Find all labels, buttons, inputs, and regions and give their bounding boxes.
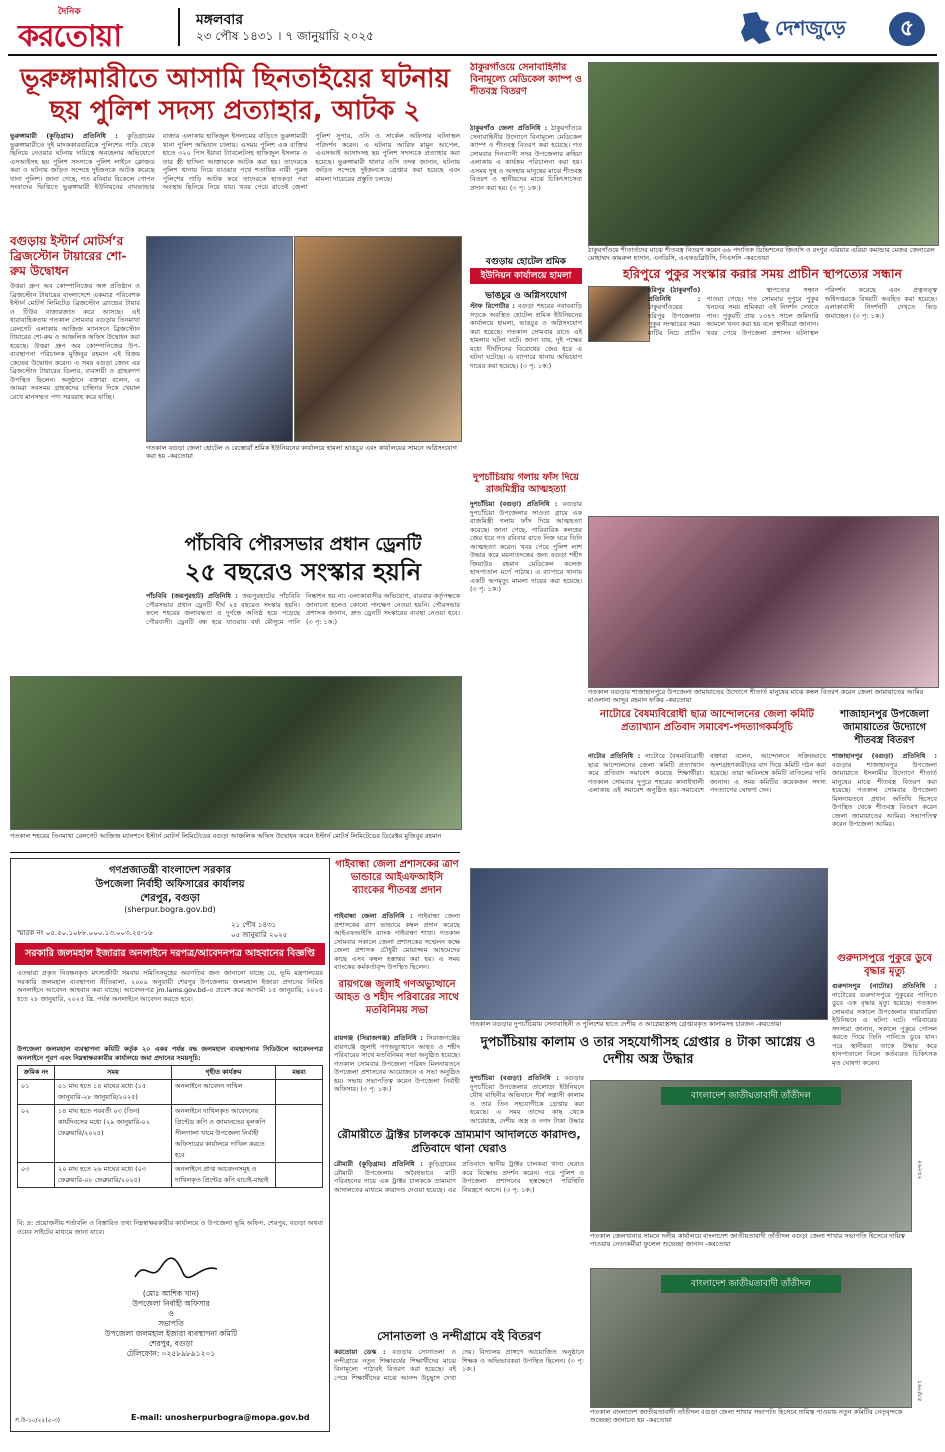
eastern-body: উত্তরা গ্রুপ অব কোম্পানিজের অঙ্গ প্রতিষ্ঠান ও ব্রিজস্টোন টায়ারের বাংলাদেশে একমাত্র পরিবেশক ইস্টার্ন মোটর্স লিমিটেড ব্রিজস্টোন ব্র্যান্ডের টায়ার ও টিউব বাজারজাত করে আসছে। এই ধারাবাহিকতায় গতকাল সোমবার বগুড়ায় তিনমাথা রেলগেট এলাকায় আজিজ ম্যানসনে ব্রিজস্টোন টায়ারের শো-রুম ও আঞ্চলিক অফিস উদ্বোধন করা হয়েছে। উত্তরা গ্রুপ অব কোম্পানিজের উপ-ব্যবস্থাপনা পরিচালক মুজিবুর রহমান এই বিক্রয় কেন্দ্রের উদ্বোধন করেন। এ সময় বগুড়া জোন এর ব্রিজস্টোন টায়ারের ডিলার, ব্যবসায়ী ও গ্রাহকগণ উপস্থিত ছিলেন। অনুষ্ঠানে বক্তারা বলেন, এ আমরা সবসময় গ্রাহকদের চাহিদার দিকে খেয়াল রেখে মানসম্মত পণ্য সরবরাহ করে যাচ্ছি।: [10, 282, 140, 401]
table-cell: ০৩: [18, 1163, 55, 1188]
jamaat-caption: গতকাল বগুড়ার শাজাহানপুরে উপজেলা জামায়াতের উদ্যোগে শীতার্ত মানুষের মাঝে কম্বল বিতরণ করেন জেলা জামায়াতের আমির মাওলানা আব্দুর রহমান ফকির -করতোয়া: [588, 688, 924, 704]
panchbibi-body-text: জয়পুরহাটের পাঁচবিবি পৌরসভার প্রধান ড্রেনটি দীর্ঘ ২৫ বছরেও সংস্কার হয়নি। ফলে শহরের জলাবদ্ধতা ও দুর্গন্ধে অতিষ্ঠ হয়ে পড়েছে পৌরবাসী। ড্রেনটি বন্ধ হয়ে যাওয়ায় বর্ষা মৌসুমে পানি নিষ্কাশন হয় না। এলাকাবাসীর অভিযোগ, বারবার কর্তৃপক্ষকে জানানো হলেও কোনো পদক্ষেপ নেওয়া হয়নি। পৌরসভার প্রশাসক জানান, দ্রুত ড্রেনটি সংস্কারের ব্যবস্থা নেওয়া হবে।: [146, 592, 460, 626]
thakurgaon-body-text: ঠাকুরগাঁওয়ে সেনাবাহিনীর উদ্যোগে বিনামূল্যে মেডিকেল ক্যাম্প ও শীতবস্ত্র বিতরণ করা হয়েছে। গত সোমবার দিনব্যাপী সদর উপজেলার রুহিয়া এলাকায় এ কার্যক্রম পরিচালনা করা হয়। এসময় দুস্থ ও অসহায় মানুষের মাঝে শীতবস্ত্র বিতরণ ও স্থানীয়দের মাঝে চিকিৎসাসেবা প্রদান করা হয়।: [470, 124, 582, 192]
hotel-byline: স্টাফ রিপোর্টার :: [470, 302, 515, 310]
natore-body-text: নাটোরে বৈষম্যবিরোধী ছাত্র আন্দোলনের জেলা কমিটি প্রত্যাখ্যান করে প্রতিবাদ সমাবেশ করেছে শিক্ষার্থীরা। গতকাল সোমবার দুপুরে শহরের কানাইখালী এলাকায় এই সমাবেশ অনুষ্ঠিত হয়। সমাবেশে বক্তারা বলেন, আন্দোলনে সক্রিয়ভাবে অংশগ্রহণকারীদের বাদ দিয়ে কমিটি গঠন করা হয়েছে। তারা অবিলম্বে কমিটি বাতিলের দাবি জানান। এ সময় কমিটির কয়েকজন সদস্য পদত্যাগের ঘোষণা দেন।: [588, 752, 826, 794]
tanti-caption-1: গতকাল জেলখানার সামনে দলীয় কার্যালয়ে বাংলাদেশ জাতীয়তাবাদী তাঁতীদল বগুড়া জেলা শাখার সভাপতি হিসেবে দায়িত্ব পাওয়ায় নেতাকর্মীরা ফুলেল শুভেচ্ছা জানান -করতোয়া: [590, 1232, 905, 1248]
table-cell: [276, 1163, 323, 1188]
notice-schedule: [17, 1065, 323, 1188]
sig-block: [71, 1289, 271, 1359]
suicide-body: [470, 500, 582, 668]
kalam-body-text: বগুড়ার দুপচাঁচিয়া উপজেলার তালোড়া ইউনিয়নে যৌথ বাহিনীর অভিযানে শীর্ষ সন্ত্রাসী কালাম ও তার তিন সহযোগীকে গ্রেপ্তার করা হয়েছে। এ সময় তাদের কাছ থেকে আগ্নেয়াস্ত্র, দেশীয় অস্ত্র ও নগদ টাকা উদ্ধার: [470, 1074, 584, 1124]
rayganj-byline: রায়গঞ্জ (সিরাজগঞ্জ) প্রতিনিধি :: [334, 1034, 423, 1042]
table-row: [18, 1163, 323, 1188]
table-cell: [276, 1105, 323, 1163]
books-headline: সোনাতলা ও নন্দীগ্রামে বই বিতরণ: [377, 1329, 541, 1343]
schedule-table: [17, 1065, 323, 1188]
section-title: দেশজুড়ে: [775, 16, 846, 40]
natore-headline: নাটোরে বৈষম্যবিরোধী ছাত্র আন্দোলনের জেলা কমিটি প্রত্যাখ্যান প্রতিবাদ সমাবেশ-পদত্যাগকর্মসূচি: [600, 709, 814, 733]
rayganj-body: [334, 1034, 460, 1124]
suicide-body-text: বগুড়ার দুপচাঁচিয়া উপজেলার সাওতা গ্রামে এক রাজমিস্ত্রী গলায় ফাঁস দিয়ে আত্মহত্যা করেছে। জানা গেছে, পারিবারিক কলহের জের ধরে গত রবিবার রাতে নিজ ঘরে তিনি আত্মহত্যা করেন। খবর পেয়ে পুলিশ লাশ উদ্ধার করে ময়নাতদন্তের জন্য বগুড়া শহীদ জিয়াউর রহমান মেডিকেল কলেজ হাসপাতাল মর্গে পাঠায়। এ ব্যাপারে থানায় একটি অপমৃত্যু মামলা দায়ের করা হয়েছে।: [470, 500, 582, 585]
lead-body: [10, 132, 460, 230]
eastern-headline: বগুড়ায় ইস্টার্ন মোটর্স’র ব্রিজস্টোন টায়ারের শো-রুম উদ্বোধন: [10, 234, 127, 278]
books-body-text: বগুড়ার সোনাতলা ও নন্দীগ্রামে নতুন শিক্ষাবর্ষের শিক্ষার্থীদের মাঝে বিনামূল্যে পাঠ্যবই বিতরণ করা হয়েছে। বই পেয়ে শিক্ষার্থীদের মাঝে আনন্দ উচ্ছ্বাস দেখা দেয়। বিদ্যালয় প্রাঙ্গণে আয়োজিত অনুষ্ঠানে শিক্ষক ও অভিভাবকরা উপস্থিত ছিলেন।: [334, 1348, 584, 1382]
logo: [10, 4, 170, 54]
table-cell: ১৪ মাঘ হতে পরবর্তী ০৩ (তিন) কার্যদিবসের মধ্যে (২৯ জানুয়ারি-০২ ফেব্রুয়ারি/২০২৫): [55, 1105, 172, 1163]
tanti-banner-1: [661, 1087, 841, 1105]
section-tab: [735, 10, 933, 48]
gurudaspur-headline: গুরুদাসপুরে পুকুরে ডুবে বৃদ্ধার মৃত্যু: [837, 953, 932, 977]
haripur-headline: হরিপুরে পুকুর সংস্কার করার সময় প্রাচীন স্থাপত্যের সন্ধান: [622, 266, 903, 281]
schedule-col-header: ক্রমিক নং: [18, 1066, 55, 1080]
table-cell: অনলাইনে আবেদন দাখিল: [172, 1080, 276, 1105]
kalam-headline: দুপচাঁচিয়ায় কালাম ও তার সহযোগীসহ গ্রেপ্তার ৪ টাকা আগ্নেয় ও দেশীয় অস্ত্র উদ্ধার: [480, 1035, 816, 1067]
masthead-divider: [178, 8, 180, 46]
gurudaspur-body-text: নাটোরের গুরুদাসপুরে পুকুরের পানিতে ডুবে এক বৃদ্ধার মৃত্যু হয়েছে। গতকাল সোমবার সকালে উপজেলার ধারাবারিষা ইউনিয়নে এ ঘটনা ঘটে। পরিবারের সদস্যরা জানান, সকালে পুকুরে গোসল করতে গিয়ে তিনি পানিতে ডুবে যান। পরে স্থানীয়রা তাকে উদ্ধার করে হাসপাতালে নিলে কর্তব্যরত চিকিৎসক মৃত ঘোষণা করেন।: [832, 990, 937, 1067]
roumari-byline: রৌমারী (কুড়িগ্রাম) প্রতিনিধি :: [334, 1160, 423, 1168]
ad-code: স.উ-১০/২৫(৫-৩): [15, 1417, 60, 1424]
schedule-col-header: মন্তব্য: [276, 1066, 323, 1080]
schedule-col-header: সময়: [55, 1066, 172, 1080]
lead-headline-1: ভূরুঙ্গামারীতে আসামি ছিনতাইয়ের ঘটনায়: [20, 64, 450, 94]
notice-place: শেরপুর, বগুড়া: [140, 893, 200, 904]
thakurgaon-cont: (৩ পৃ: ১ক:): [509, 183, 541, 192]
notice-para: এতদ্বারা প্রকৃত নিবন্ধনকৃত মৎস্যজীবী সমবায় সমিতিসমূহের অবগতির জন্য জানানো যাচ্ছে যে, ভূমি মন্ত্রণালয়ের সরকারি জলমহাল ব্যবস্থাপনা নীতিমালা, ২০০৯ অনুযায়ী শেরপুর উপজেলায় জলমহাল ইজারা প্রদানের নিমিত্ত অনলাইনে আবেদন আহবান করা যাচ্ছে। আবেদনপত্র jm.lams.gov.bd-এ প্রবেশ করে আগামী ১৫ জানুয়ারি, ২০২৫ হতে ২৮ জানুয়ারি, ২০২৫ খ্রি. পর্যন্ত অনলাইনে আবেদন করতে হবে।: [17, 969, 323, 1003]
kalam-story-body: [470, 1074, 584, 1124]
lead-byline: ভুরুঙ্গামারী (কুড়িগ্রাম) প্রতিনিধি :: [10, 132, 118, 140]
tanti-banner-2: [661, 1275, 841, 1293]
bangladesh-map-icon: [735, 10, 775, 48]
panchbibi-byline: পাঁচবিবি (জয়পুরহাট) প্রতিনিধি :: [146, 592, 239, 600]
table-cell: [276, 1080, 323, 1105]
tanti-photo-1: [590, 1080, 912, 1232]
notice-sched-title: উপজেলা জলমহাল ব্যবস্থাপনা কমিটি কর্তৃক ২০ একর পর্যন্ত বদ্ধ জলমহাল ব্যবস্থাপনার সিডিউলে আবেদনপত্র অনলাইনে পূরণ এবং নিম্নস্বাক্ষরকারীর কার্যালয়ে জমা প্রদানের সময়সূচি:: [17, 1045, 323, 1062]
hotel-photo-1: [146, 236, 293, 442]
schedule-col-header: গৃহীত কার্যক্রম: [172, 1066, 276, 1080]
gaibandha-body: [334, 912, 460, 974]
arms-caption: গতকাল বগুড়ার দুপচাঁচিয়ায় সেনাবাহিনী ও পুলিশের হাতে দেশীয় ও আগ্নেয়াস্ত্রসহ গ্রেপ্তারকৃত কালামসহ চারজন -করতোয়া: [470, 1020, 782, 1028]
signature-image: [131, 1255, 221, 1285]
sig-place: শেরপুর, বগুড়া: [149, 1339, 193, 1348]
notice-govt: গণপ্রজাতন্ত্রী বাংলাদেশ সরকার: [109, 865, 231, 876]
sig-title: উপজেলা নির্বাহী অফিসার: [132, 1299, 210, 1308]
masthead-rule: [8, 54, 937, 56]
table-cell: ০২: [18, 1105, 55, 1163]
side-code-1: ২৬২৪২: [916, 1160, 923, 1180]
thakurgaon-byline: ঠাকুরগাঁও জেলা প্রতিনিধি :: [470, 124, 548, 132]
hotel-caption: গতকাল বগুড়া জেলা হোটেল ও রেস্তোরাঁ শ্রমিক ইউনিয়নের কার্যালয়ে হামলা ভাঙচুর এবং কার্যালয়ের সামনে অগ্নিসংযোগ করা হয় -করতোয়া: [146, 444, 457, 460]
sig-committee: উপজেলা জলমহাল ইজারা ব্যবস্থাপনা কমিটি: [104, 1329, 238, 1338]
side-code-2: ১৬০/৮৫: [916, 1380, 923, 1402]
thakurgaon-caption: ঠাকুরগাঁওয়ে শীতার্তদের মাঝে শীতবস্ত্র বিতরণ করেন ৬৬ পদাতিক ডিভিশনের জিওসি ও রংপুর এরিয়ার এরিয়া কমান্ডার মেজর জেনারেল মোহাম্মদ কামরুল হাসান, এনডিসি, এএফডব্লিউসি, পিএসসি -করতোয়া: [588, 246, 935, 262]
table-cell: ০১: [18, 1080, 55, 1105]
panchbibi-body: [146, 592, 460, 672]
jamaat-photo: [588, 516, 939, 688]
govt-notice: [10, 858, 330, 1432]
arms-photo-wide: [470, 868, 828, 1020]
lead-body-text: কুড়িগ্রামের ভুরুঙ্গামারীতে দুই মাদককারবারিকে পুলিশের গাড়ি থেকে ছিনিয়ে নেওয়ার ঘটনায় দায়িত্বে অবহেলার অভিযোগে এসআইসহ ছয় পুলিশ সদস্যকে পুলিশ লাইনে ক্লোজড করা ও ঘটনায় জড়িত সন্দেহে দুইজনকে আটক করেছে থানা পুলিশ। জানা গেছে, গত রবিবার বিকেলে গোপন সংবাদের ভিত্তিতে ভুরুঙ্গামারী ইউনিয়নের বাঘভান্ডার বাজার এলাকায় হাফিজুল ইসলামের বাড়িতে ভুরুঙ্গামারী থানা পুলিশ অভিযান চালায়। এসময় পুলিশ এক ব্যক্তির হাতে ৩২০ পিস ইয়াবা ট্যাবলেটসহ হাফিজুল ইসলাম ও তার স্ত্রী হাসিনা আক্তারকে আটক করা হয়। তাদেরকে পুলিশ থানায় নিয়ে যাওয়ার পথে শতাধিক নারী পুরুষ পুলিশের গাড়ি আটক করে তাদেরকে হাতকড়া পরা অবস্থায় ছিনিয়ে নিয়ে যায়। খবর পেয়ে রাতেই জেলা পুলিশ সুপার, ওসি ও সার্কেল অফিসার ঘটনাস্থল পরিদর্শন করেন। এ ঘটনায় আরিফ মামুন আপেল, এএসআই আসাদসহ ছয় পুলিশ সদস্যকে প্রত্যাহার করা হয়েছে। ভুরুঙ্গামারী থানার ওসি তদন্ত জানান, ঘটনায় জড়িত সন্দেহে দুইজনকে গ্রেপ্তার করা হয়েছে এবং মামলা দায়েরের প্রস্তুতি চলছে।: [10, 132, 460, 191]
table-cell: অনলাইনে দাখিলকৃত আবেদনের প্রিন্টেড কপি ও জামানতের মূলকপি সীলগালা খামে উপজেলা নির্বাহী অফিসারের কার্যালয়ে দাখিল করতে হবে: [172, 1105, 276, 1163]
roumari-headline: রৌমারীতে ট্রাক্টর চালককে ভ্রাম্যমাণ আদালতে কারাদণ্ড, প্রতিবাদে থানা ঘেরাও: [337, 1128, 581, 1155]
books-byline: করতোয়া ডেস্ক :: [334, 1348, 386, 1356]
kalam-byline: দুপচাঁচিয়া (বগুড়া) প্রতিনিধি :: [470, 1074, 559, 1082]
suicide-headline: দুপচাঁচিয়ায় গলায় ফাঁস দিয়ে রাজমিস্ত্রীর আত্মহত্যা: [473, 472, 579, 495]
page-number: ৫: [899, 16, 915, 41]
rayganj-body-text: সিরাজগঞ্জের রায়গঞ্জে জুলাই গণঅভ্যুত্থানে আহত ও শহীদ পরিবারের সাথে মতবিনিময় সভা অনুষ্ঠিত হয়েছে। গতকাল সোমবার উপজেলা পরিষদ মিলনায়তনে উপজেলা প্রশাসনের আয়োজনে এ সভা অনুষ্ঠিত হয়। সভায় সভাপতিত্ব করেন উপজেলা নির্বাহী অফিসার।: [334, 1034, 460, 1093]
logo-main-text: করতোয়া: [18, 19, 122, 54]
masthead-day: মঙ্গলবার: [196, 12, 244, 28]
sig-name: (মোঃ আশিক খান): [142, 1289, 200, 1298]
hotel-kicker: বগুড়ায় হোটেল শ্রমিক: [485, 257, 567, 267]
books-cont: (৩ পৃ: ১ক:): [462, 1356, 584, 1373]
schedule-header-row: [18, 1066, 323, 1080]
haripur-byline: হরিপুর (ঠাকুরগাঁও) প্রতিনিধি :: [648, 286, 701, 303]
haripur-body: [588, 286, 937, 514]
logo-small-text: দৈনিক: [58, 7, 81, 17]
tanti-caption-2: গতকাল বাংলাদেশ জাতীয়তাবাদী তাঁতীদল বগুড়া জেলা শাখার সভাপতি হিসেবে দায়িত্ব পাওয়ায় নতুন কমিটির নেতৃবৃন্দকে শুভেচ্ছা জানানো হয় -করতোয়া: [590, 1408, 903, 1424]
gurudaspur-byline: গুরুদাসপুর (নাটোর) প্রতিনিধি :: [832, 982, 937, 990]
thakurgaon-headline: ঠাকুরগাঁওয়ে সেনাবাহিনীর বিনামূল্যে মেডিকেল ক্যাম্প ও শীতবস্ত্র বিতরণ: [470, 62, 582, 97]
notice-note: বি: দ্র: প্রয়োজনীয় শর্তাবলি ও বিস্তারিত তথ্য নিম্নস্বাক্ষরকারীর কার্যালয়ে ও উপজেলা ভূমি অফিস, শেরপুর, বগুড়া অথবা ওয়েব সাইটের মাধ্যমে জানা যাবে।: [17, 1219, 323, 1236]
hotel-photo-2: [294, 236, 462, 442]
hotel-sub: ভাঙচুর ও অগ্নিসংযোগ: [485, 291, 567, 301]
masthead-date: ২৩ পৌষ ১৪৩১ । ৭ জানুয়ারি ২০২৫: [196, 29, 374, 43]
tanti-banner-text: বাংলাদেশ জাতীয়তাবাদী তাঁতীদল: [691, 1091, 811, 1101]
eastern-photo: [10, 676, 462, 830]
rayganj-cont: (৩ পৃ: ১ক:): [360, 1085, 392, 1093]
gurudaspur-body: [832, 982, 937, 1070]
hotel-cont: (৩ পৃ: ১ক:): [520, 361, 552, 370]
lead-headline-2: ছয় পুলিশ সদস্য প্রত্যাহার, আটক ২: [49, 96, 421, 126]
tanti-photo-2: [590, 1268, 912, 1408]
books-body: [334, 1348, 584, 1438]
panchbibi-cont: (৩ পৃ: ১ক:): [306, 617, 337, 626]
panchbibi-headline-1: পাঁচবিবি পৌরসভার প্রধান ড্রেনটি: [184, 534, 422, 555]
haripur-body-text: ঠাকুরগাঁওয়ের হরিপুর উপজেলায় পুকুর সংস্কারের সময় মাটির নিচে প্রাচীন স্থাপত্যের সন্ধান পাওয়া গেছে। গত সোমবার দুপুরে পুকুর খননের সময় শ্রমিকরা এই নিদর্শন দেখতে পান। পুকুরটি প্রায় ১৩৪৭ সালে জমিদারি আমলে খনন করা হয় বলে স্থানীয়রা জানান। খবর পেয়ে উপজেলা প্রশাসন ঘটনাস্থল পরিদর্শন করেছে এবং প্রত্নতত্ত্ব অধিদপ্তরকে বিষয়টি অবহিত করা হয়েছে। এলাকাবাসী নিদর্শনটি দেখতে ভিড় জমাচ্ছেন।: [648, 286, 937, 337]
notice-date-bn: ২১ পৌষ ১৪৩১: [231, 921, 277, 929]
jamaat-body-text: বগুড়ার শাজাহানপুর উপজেলা জামায়াতে ইসলামীর উদ্যোগে শীতার্ত মানুষের মাঝে শীতবস্ত্র বিতরণ করা হয়েছে। গতকাল সোমবার উপজেলা মিলনায়তনে প্রধান অতিথি হিসেবে উপস্থিত থেকে শীতবস্ত্র বিতরণ করেন জেলা জামায়াতের আমির। সভাপতিত্ব করেন উপজেলা আমির।: [832, 760, 937, 828]
sig-phone: টেলিফোন: ০২৫৮৯৮৯১২০১: [126, 1349, 216, 1358]
eastern-caption: গতকাল শহরের তিনমাথা রেলগেট আজিজ ম্যানশনে ইস্টার্ন মোটর্স লিমিটেডের বগুড়া আঞ্চলিক অফিস উদ্বোধন করেন ইস্টার্ন মোটর্স লিমিটেডের ডিরেক্টর মুজিবুর রহমান: [10, 832, 442, 840]
notice-memo: স্মারক নং ০৫.৫০.১০৮৮.০০০.১৩.০০৩.২৫-১৬: [17, 929, 153, 937]
table-row: [18, 1080, 323, 1105]
sig-and: ও: [168, 1309, 174, 1318]
masthead: [0, 0, 945, 56]
haripur-cont: (৩ পৃ: ১ক:): [853, 311, 885, 320]
hotel-headline: ইউনিয়ন কার্যালয়ে হামলা: [470, 268, 582, 284]
notice-email: E-mail: unosherpurbogra@mopa.gov.bd: [131, 1413, 310, 1422]
hotel-body: [470, 302, 582, 466]
roumari-body-text: কুড়িগ্রামের রৌমারী উপজেলায় অবৈধভাবে মাটি পরিবহনের দায়ে এক ট্রাক্টর চালককে ভ্রাম্যমাণ আদালতের মাধ্যমে কারাদণ্ড দেওয়া হয়েছে। এর প্রতিবাদে স্থানীয় ট্রাক্টর চালকরা থানা ঘেরাও করে বিক্ষোভ প্রদর্শন করেন। পরে পুলিশ ও উপজেলা প্রশাসনের হস্তক্ষেপে পরিস্থিতি নিয়ন্ত্রণে আসে।: [334, 1160, 584, 1194]
notice-date-en: ০৫ জানুয়ারি ২০২৫: [231, 931, 288, 939]
gaibandha-body-text: গাইবান্ধা জেলা প্রশাসকের ত্রাণ ভান্ডারে কম্বল প্রদান করেছে আইএফআইসি ব্যাংক গাইবান্ধা শাখা। গতকাল সোমবার সকালে জেলা প্রশাসকের সম্মেলন কক্ষে জেলা প্রশাসক চৌধুরী মোয়াজ্জম আহমেদের কাছে এসব কম্বল হস্তান্তর করা হয়। এ সময় ব্যাংকের কর্মকর্তাবৃন্দ উপস্থিত ছিলেন।: [334, 912, 460, 971]
jamaat-byline: শাজাহানপুর (বগুড়া) প্রতিনিধি :: [832, 752, 937, 760]
thakurgaon-photo: [588, 62, 939, 246]
suicide-byline: দুপচাঁচিয়া (বগুড়া) প্রতিনিধি :: [470, 500, 558, 508]
roumari-body: [334, 1160, 584, 1324]
natore-body: [588, 752, 826, 864]
thakurgaon-body: [470, 124, 582, 250]
gaibandha-byline: গাইবান্ধা জেলা প্রতিনিধি :: [334, 912, 413, 920]
rule-left-1: [10, 852, 460, 853]
tanti-banner-text: বাংলাদেশ জাতীয়তাবাদী তাঁতীদল: [691, 1279, 811, 1289]
notice-web: (sherpur.bogra.gov.bd): [124, 905, 216, 914]
natore-byline: নাটোর প্রতিনিধি :: [588, 752, 641, 760]
notice-band: সরকারি জলমহাল ইজারার অনলাইনে দরপত্র/আবেদনপত্র আহবানের বিজ্ঞপ্তি: [15, 943, 325, 965]
jamaat-body: [832, 752, 937, 948]
table-cell: অনলাইনে প্রাপ্ত আবেদনসমূহ ও দাখিলকৃত প্রিন্টেড কপি যাচাই-বাছাই: [172, 1163, 276, 1188]
table-cell: ২০ মাঘ হতে ২৬ মাঘের মধ্যে (০৩ ফেব্রুয়ারি-০৮ ফেব্রুয়ারি/২০২৫): [55, 1163, 172, 1188]
sig-role: সভাপতি: [158, 1319, 184, 1328]
jamaat-headline: শাজাহানপুর উপজেলা জামায়াতের উদ্যোগে শীতবস্ত্র বিতরণ: [840, 709, 929, 746]
panchbibi-headline-2: ২৫ বছরেও সংস্কার হয়নি: [184, 558, 422, 586]
suicide-cont: (৩ পৃ: ১ক:): [470, 585, 501, 593]
table-cell: ০১ মাঘ হতে ১৪ মাঘের মধ্যে (১৫ জানুয়ারি-২৮ জানুয়ারি/২০২৫): [55, 1080, 172, 1105]
page-number-badge: [889, 12, 925, 46]
notice-office: উপজেলা নির্বাহী অফিসারের কার্যালয়: [95, 879, 245, 890]
gaibandha-headline-visible: গাইবান্ধা জেলা প্রশাসকের ত্রাণ ভান্ডারে আইএফআইসি ব্যাংকের শীতবস্ত্র প্রদান: [335, 859, 459, 896]
rayganj-headline: রায়গঞ্জে জুলাই গণঅভ্যুত্থানে আহত ও শহীদ পরিবারের সাথে মতবিনিময় সভা: [335, 979, 459, 1016]
hotel-body-text: বগুড়া শহরের নবাববাড়ি সড়কে অবস্থিত হোটেল শ্রমিক ইউনিয়নের কার্যালয়ে হামলা, ভাঙচুর ও অগ্নিসংযোগ করা হয়েছে। গতকাল সোমবার রাতে এই হামলার ঘটনা ঘটে। জানা যায়, দুই পক্ষের মধ্যে দীর্ঘদিনের বিরোধের জের ধরে এ ঘটনা ঘটেছে। এ ব্যাপারে থানায় অভিযোগ দায়ের করা হয়েছে।: [470, 302, 582, 370]
roumari-cont: (৩ পৃ: ১ক:): [503, 1185, 535, 1194]
table-row: [18, 1105, 323, 1163]
